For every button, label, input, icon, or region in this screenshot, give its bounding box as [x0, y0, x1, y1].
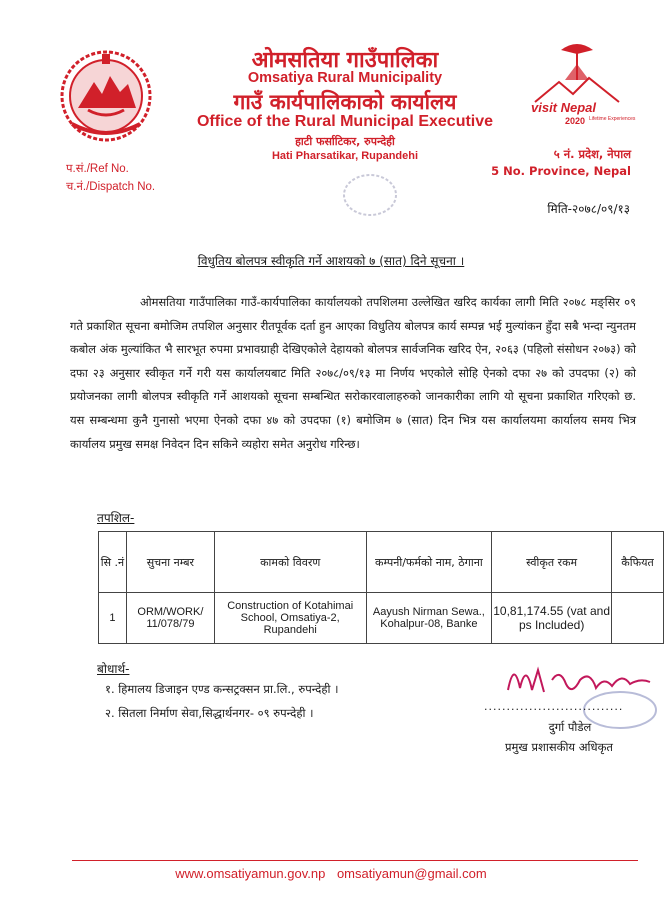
province-english: 5 No. Province, Nepal — [491, 164, 631, 178]
visit-nepal-year: 2020 — [565, 116, 586, 126]
signatory-title: प्रमुख प्रशासकीय अधिकृत — [505, 740, 613, 754]
ref-no-label: प.सं./Ref No. — [66, 163, 129, 175]
cell-work-description: Construction of Kotahimai School, Omsatiya-2, Rupandehi — [214, 593, 366, 644]
col-header-remarks: कैफियत — [612, 532, 664, 593]
cell-notice-no: ORM/WORK/ 11/078/79 — [126, 593, 214, 644]
address-english: Hati Pharsatikar, Rupandehi — [271, 150, 419, 162]
col-header-notice-no: सुचना नम्बर — [126, 532, 214, 593]
col-header-company: कम्पनी/फर्मको नाम, ठेगाना — [366, 532, 492, 593]
cell-sn: 1 — [99, 593, 127, 644]
notice-body: ओमसतिया गाउँपालिका गाउँ-कार्यपालिका कार्यालयको तपशिलमा उल्लेखित खरिद कार्यका लागी मिति २०७८ मङ्सिर ०९ गते प्रकाशित सूचना बमोजिम तपशिल अनुसार रीतपूर्वक दर्ता हुन आएका विधुतिय बोलपत्र कार्य सम्पन्न भई मुल्यांकन हुँदा सबै भन्दा न्युनतम कबोल अंक मुल्यांकित भै सारभूत रुपमा प्रभावग्राही देखिएकोले देहायको बोलपत्र सार्वजनिक खरिद ऐन, २०६३ (पहिलो संसोधन २०७३) को दफा २३ अनुसार स्वीकृत गर्ने गरी यस कार्यालयबाट मिति २०७८/०९/१३ मा निर्णय भएकोले सोहि ऐनको दफा २७ को उपदफा (२) को प्रयोजनका लागी बोलपत्र स्वीकृति गर्ने आशयको सूचना सम्बन्धित सरोकारवालाहरुको जानकारीका लागि यो सूचना प्रकाशित गरिएको छ. यस सम्बन्धमा कुनै गुनासो भएमा ऐनको दफा ४७ को उपदफा (१) बमोजिम ७ (सात) दिन भित्र यस कार्यालयमा कार्यालय समय भित्र कार्यालय प्रमुख समक्ष निवेदन दिन सकिने व्यहोरा समेत अनुरोध गरिन्छ। — [70, 295, 636, 451]
cell-company: Aayush Nirman Sewa., Kohalpur-08, Banke — [366, 593, 492, 644]
subject-text: विधुतिय बोलपत्र स्वीकृति गर्ने आशयको ७ (सात) दिने सूचना । — [197, 254, 465, 268]
signature-line: ............................... — [484, 700, 624, 713]
details-label: तपशिल- — [97, 511, 135, 525]
signatory-name: दुर्गा पौडेल — [548, 720, 592, 734]
province-block — [486, 146, 631, 180]
cell-remarks — [612, 593, 664, 644]
visit-nepal-text: visit Nepal — [531, 100, 597, 115]
address-nepali: हाटी फर्साटिकर, रुपन्देही — [295, 135, 395, 148]
office-name-english: Office of the Rural Municipal Executive — [196, 113, 494, 130]
col-header-amount: स्वीकृत रकम — [492, 532, 612, 593]
subject-line — [0, 252, 662, 269]
bid-table — [98, 531, 664, 644]
col-header-sn: सि .नं — [99, 532, 127, 593]
office-name-nepali: गाउँ कार्यपालिकाको कार्यालय — [233, 90, 457, 114]
visit-nepal-tagline: Lifetime Experiences — [589, 116, 636, 122]
table-row — [99, 593, 664, 644]
footer-website-link[interactable]: www.omsatiyamun.gov.np — [175, 866, 326, 881]
cell-amount: 10,81,174.55 (vat and ps Included) — [492, 593, 612, 644]
province-nepali: ५ नं. प्रदेश, नेपाल — [553, 147, 631, 161]
nepal-emblem-icon — [58, 46, 154, 142]
dispatch-no-label: च.नं./Dispatch No. — [66, 181, 156, 193]
cc-item: २. सितला निर्माण सेवा,सिद्धार्थनगर- ०९ रुपन्देही । — [105, 706, 314, 720]
table-header-row — [99, 532, 664, 593]
cc-item: १. हिमालय डिजाइन एण्ड कन्सट्रक्सन प्रा.लि., रुपन्देही । — [105, 682, 339, 696]
municipality-name-english: Omsatiya Rural Municipality — [247, 70, 443, 86]
footer-divider — [72, 860, 638, 861]
letter-date: मिति-२०७८/०९/१३ — [547, 202, 630, 216]
office-stamp-icon — [340, 172, 400, 218]
cc-label: बोधार्थ- — [97, 662, 130, 676]
ref-block — [66, 160, 155, 196]
visit-nepal-logo — [525, 40, 636, 134]
col-header-work-description: कामको विवरण — [214, 532, 366, 593]
municipality-name-nepali: ओमसतिया गाउँपालिका — [251, 48, 439, 73]
footer-email-link[interactable]: omsatiyamun@gmail.com — [336, 866, 487, 881]
footer — [0, 866, 662, 881]
